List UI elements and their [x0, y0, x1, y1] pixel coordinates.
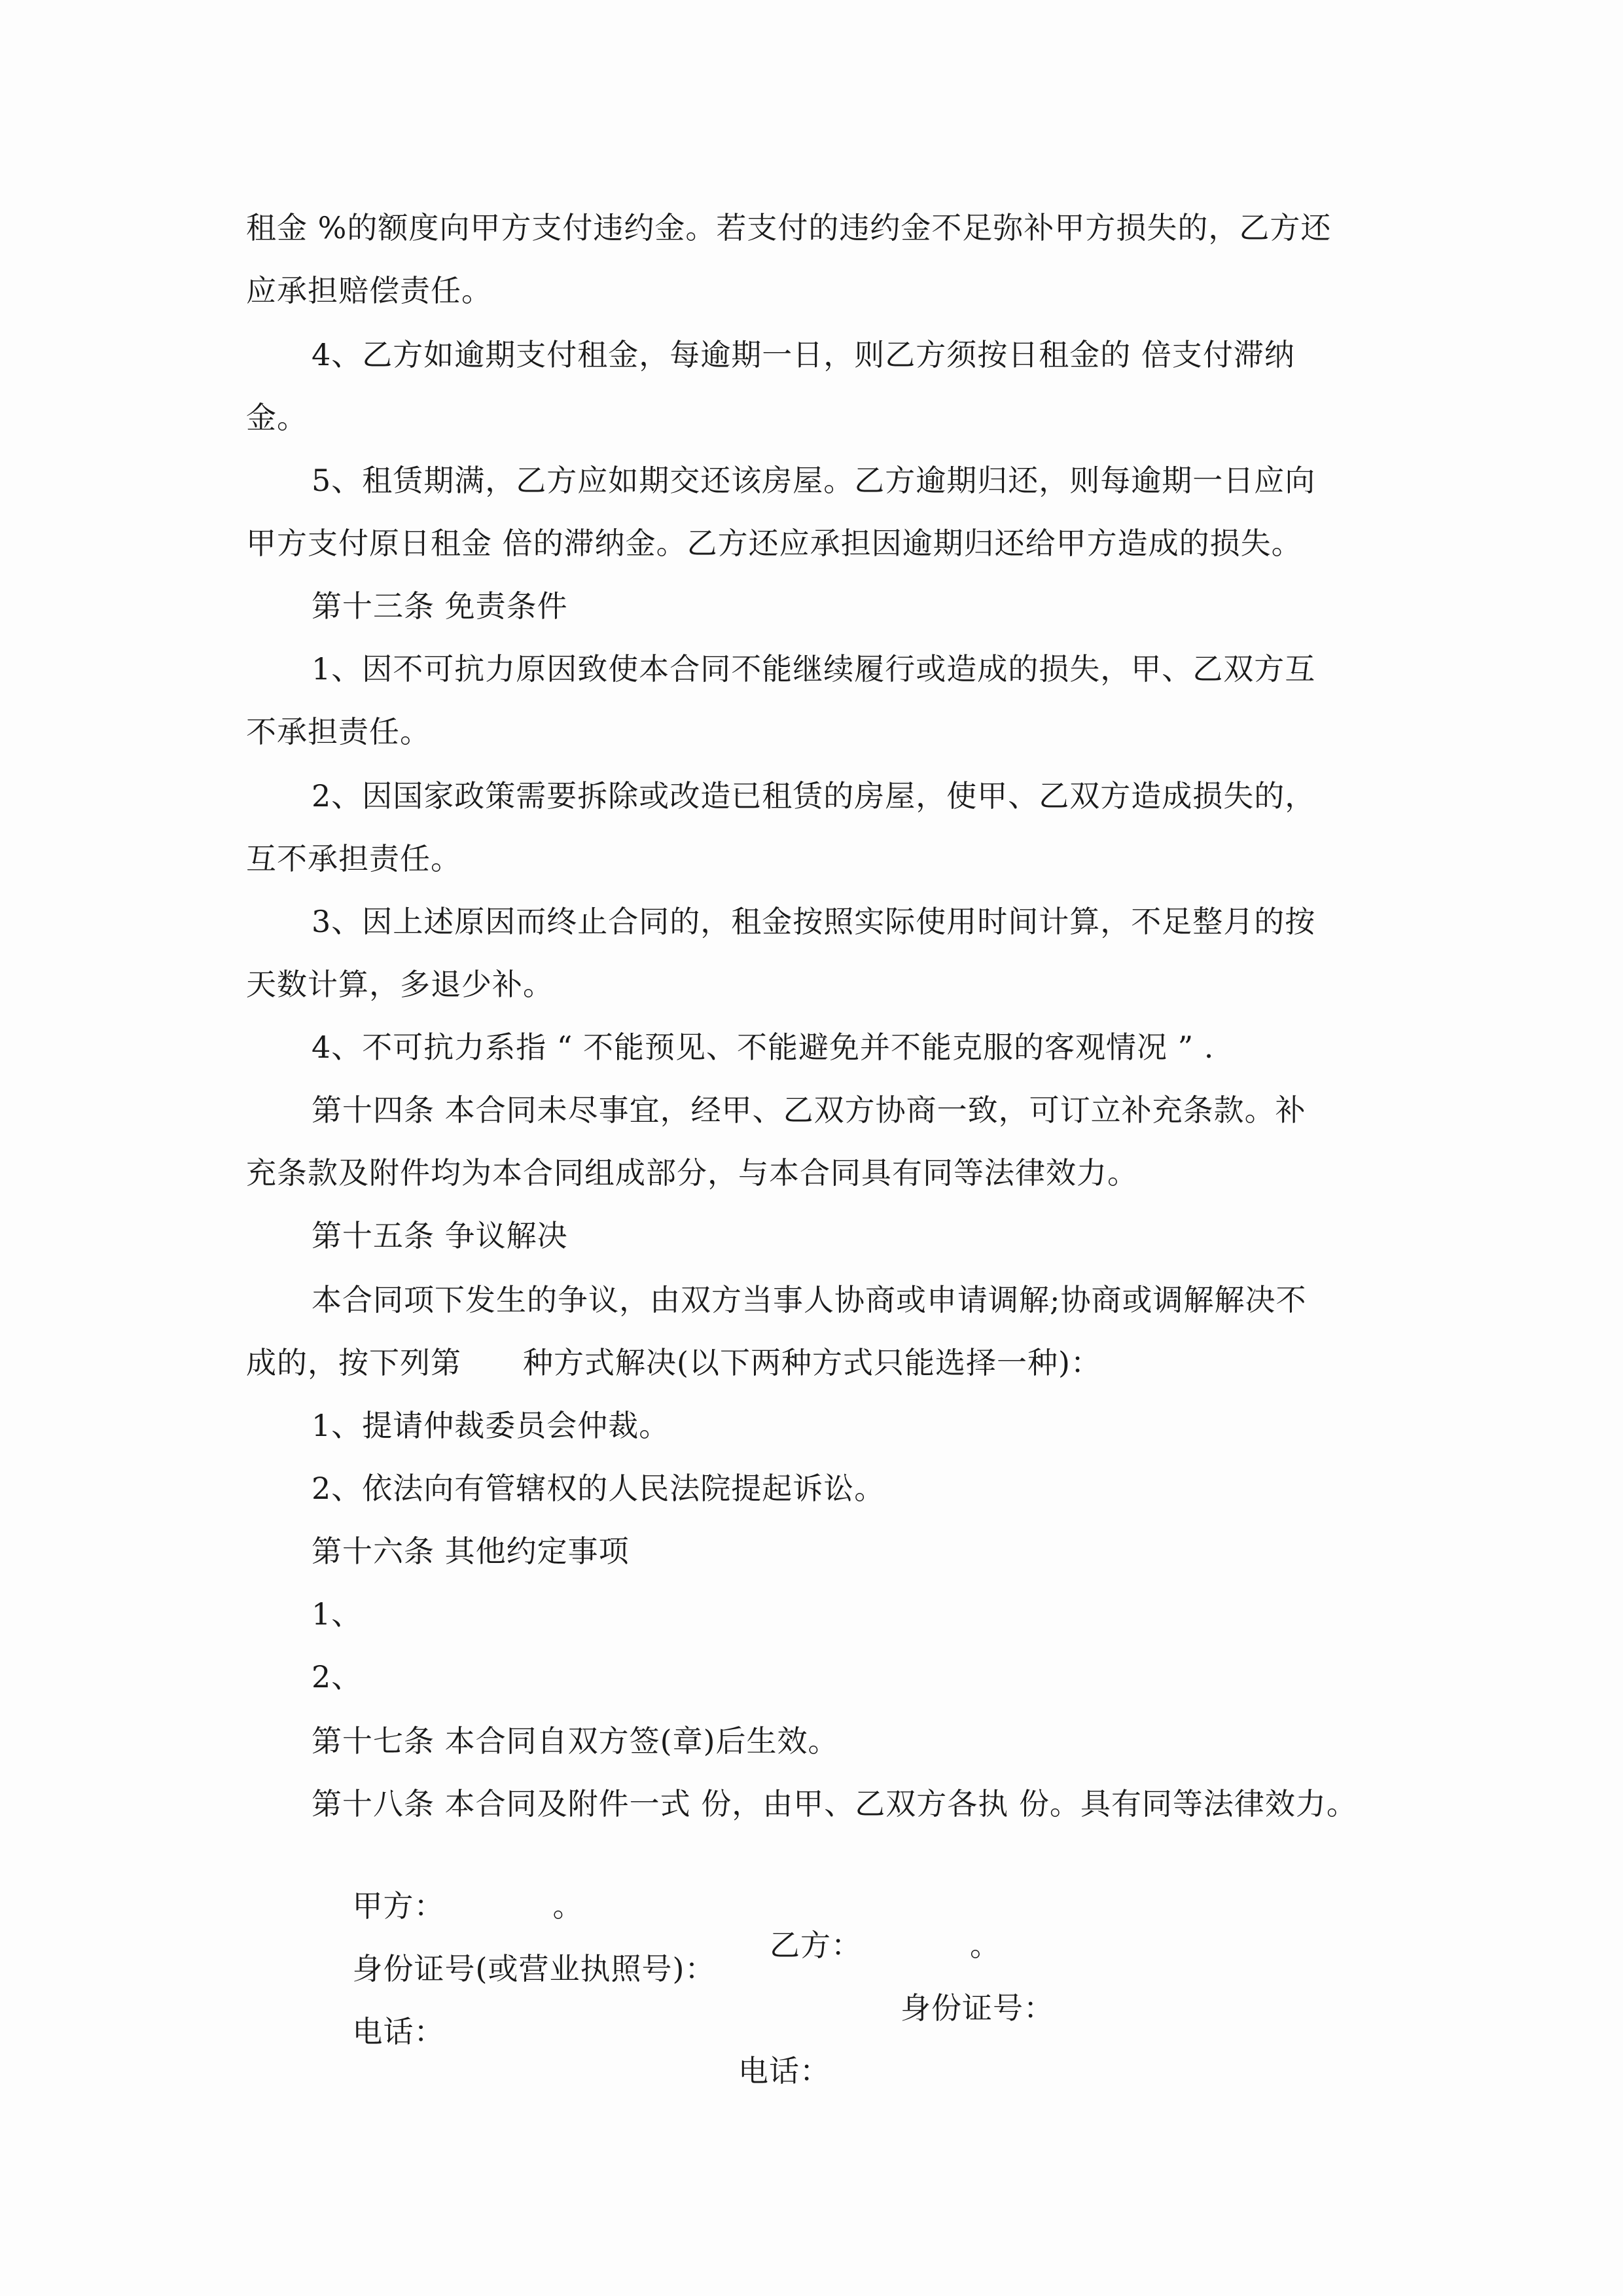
paragraph-line: 2、因国家政策需要拆除或改造已租赁的房屋，使甲、乙双方造成损失的， — [312, 778, 1316, 814]
phone-a-label: 电话： — [352, 2014, 445, 2049]
list-item: 1、 — [312, 1596, 363, 1632]
section-heading: 第十六条 其他约定事项 — [312, 1534, 630, 1569]
paragraph-line: 第十七条 本合同自双方签(章)后生效。 — [312, 1723, 839, 1759]
paragraph-line: 成的，按下列第 种方式解决(以下两种方式只能选择一种)： — [246, 1345, 1101, 1380]
list-item: 2、 — [312, 1659, 363, 1695]
signature-row-phone — [312, 1973, 830, 2089]
paragraph-line: 第十八条 本合同及附件一式 份，由甲、乙双方各执 份。具有同等法律效力。 — [312, 1786, 1357, 1821]
list-item: 2、依法向有管辖权的人民法院提起诉讼。 — [312, 1471, 885, 1506]
paragraph-line: 第十四条 本合同未尽事宜，经甲、乙双方协商一致，可订立补充条款。补 — [312, 1092, 1306, 1128]
paragraph-line: 本合同项下发生的争议，由双方当事人协商或申请调解;协商或调解解决不 — [312, 1282, 1307, 1318]
phone-b-label: 电话： — [738, 2053, 830, 2089]
paragraph-line: 互不承担责任。 — [246, 841, 461, 876]
party-b-label: 乙方： 。 — [770, 1928, 1001, 1963]
section-heading: 第十五条 争议解决 — [312, 1218, 568, 1253]
party-a-label: 甲方： 。 — [352, 1888, 584, 1924]
id-a-label: 身份证号(或营业执照号)： — [352, 1951, 716, 1986]
paragraph-line: 天数计算，多退少补。 — [246, 967, 554, 1002]
paragraph-line: 充条款及附件均为本合同组成部分，与本合同具有同等法律效力。 — [246, 1155, 1138, 1191]
paragraph-line: 5、租赁期满，乙方应如期交还该房屋。乙方逾期归还，则每逾期一日应向 — [312, 463, 1316, 498]
paragraph-line: 租金 %的额度向甲方支付违约金。若支付的违约金不足弥补甲方损失的，乙方还 — [246, 210, 1332, 245]
paragraph-line: 金。 — [246, 400, 308, 435]
paragraph-line: 4、不可抗力系指 “ 不能预见、不能避免并不能克服的客观情况 ” . — [312, 1030, 1215, 1065]
paragraph-line: 4、乙方如逾期支付租金，每逾期一日，则乙方须按日租金的 倍支付滞纳 — [312, 337, 1295, 372]
section-heading: 第十三条 免责条件 — [312, 588, 568, 624]
id-b-label: 身份证号： — [901, 1990, 1054, 2026]
paragraph-line: 1、因不可抗力原因致使本合同不能继续履行或造成的损失，甲、乙双方互 — [312, 651, 1316, 687]
paragraph-line: 甲方支付原日租金 倍的滞纳金。乙方还应承担因逾期归还给甲方造成的损失。 — [246, 526, 1302, 561]
paragraph-line: 应承担赔偿责任。 — [246, 273, 492, 308]
list-item: 1、提请仲裁委员会仲裁。 — [312, 1408, 670, 1443]
paragraph-line: 不承担责任。 — [246, 714, 431, 749]
signature-row-party — [312, 1847, 1001, 1963]
paragraph-line: 3、因上述原因而终止合同的，租金按照实际使用时间计算，不足整月的按 — [312, 904, 1316, 939]
